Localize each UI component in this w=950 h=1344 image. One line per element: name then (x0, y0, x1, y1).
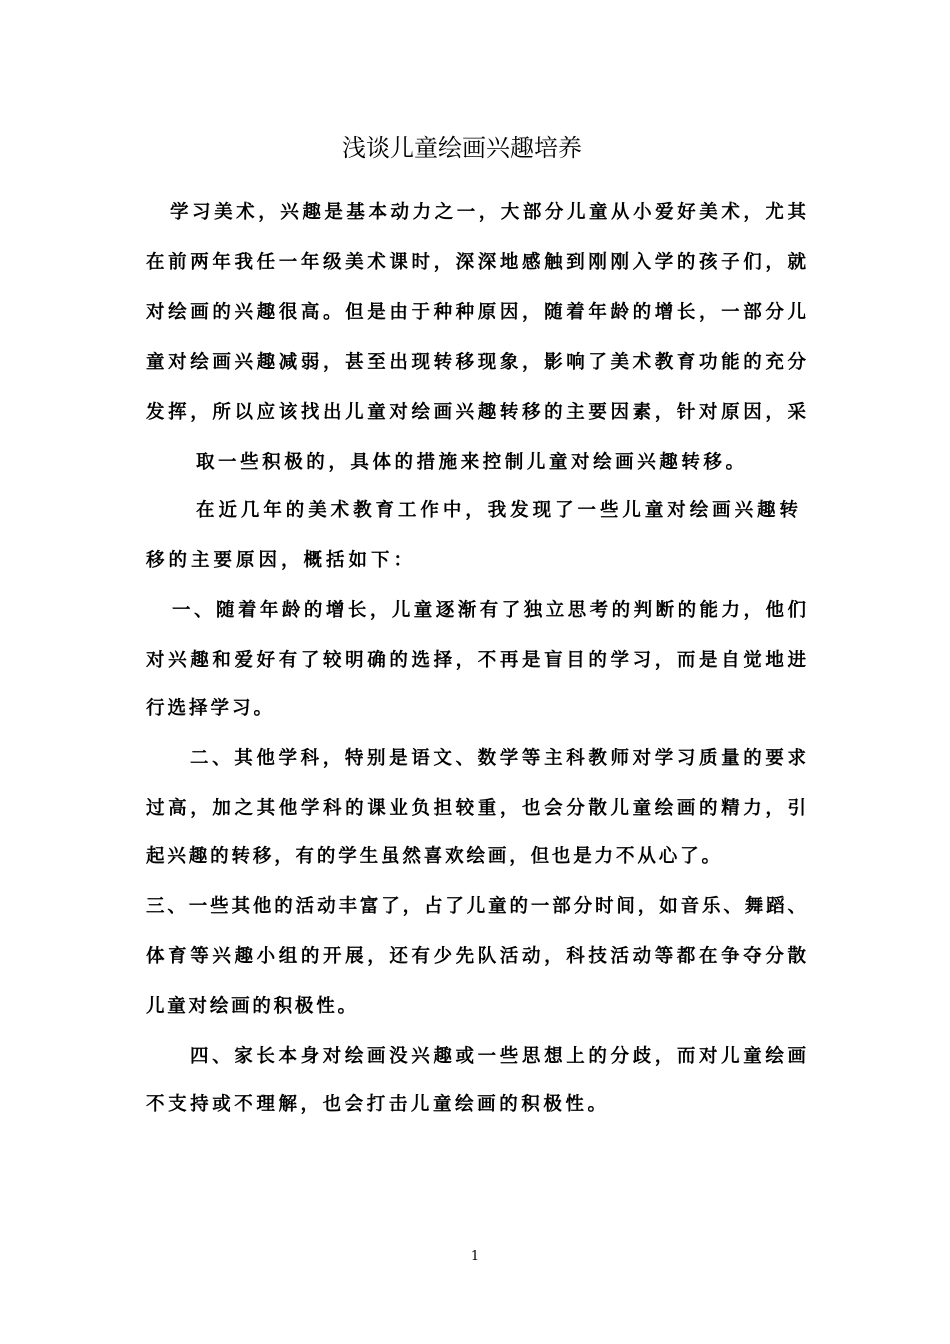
text-line: 发挥，所以应该找出儿童对绘画兴趣转移的主要因素，针对原因，采 (146, 402, 806, 423)
text-line: 一、随着年龄的增长，儿童逐渐有了独立思考的判断的能力，他们 (172, 600, 806, 621)
text-line: 过高，加之其他学科的课业负担较重，也会分散儿童绘画的精力，引 (146, 798, 806, 819)
text-line: 不支持或不理解，也会打击儿童绘画的积极性。 (146, 1094, 606, 1115)
page-number: 1 (470, 1249, 480, 1264)
text-line: 三、一些其他的活动丰富了，占了儿童的一部分时间，如音乐、舞蹈、 (146, 896, 806, 917)
text-line: 在近几年的美术教育工作中，我发现了一些儿童对绘画兴趣转 (196, 500, 798, 521)
text-line: 童对绘画兴趣减弱，甚至出现转移现象，影响了美术教育功能的充分 (146, 352, 806, 373)
text-line: 行选择学习。 (146, 698, 272, 719)
text-line: 移的主要原因，概括如下： (146, 550, 412, 571)
document-title: 浅谈儿童绘画兴趣培养 (342, 134, 582, 162)
text-line: 对兴趣和爱好有了较明确的选择，不再是盲目的学习，而是自觉地进 (146, 650, 806, 671)
text-line: 儿童对绘画的积极性。 (146, 996, 356, 1017)
text-line: 学习美术，兴趣是基本动力之一，大部分儿童从小爱好美术，尤其 (170, 202, 806, 223)
text-line: 取一些积极的，具体的措施来控制儿童对绘画兴趣转移。 (196, 452, 744, 473)
text-line: 起兴趣的转移，有的学生虽然喜欢绘画，但也是力不从心了。 (146, 846, 720, 867)
text-line: 四、家长本身对绘画没兴趣或一些思想上的分歧，而对儿童绘画 (190, 1046, 806, 1067)
text-line: 二、其他学科，特别是语文、数学等主科教师对学习质量的要求 (190, 748, 806, 769)
text-line: 在前两年我任一年级美术课时，深深地感触到刚刚入学的孩子们，就 (146, 252, 806, 273)
text-line: 对绘画的兴趣很高。但是由于种种原因，随着年龄的增长，一部分儿 (146, 302, 806, 323)
text-line: 体育等兴趣小组的开展，还有少先队活动，科技活动等都在争夺分散 (146, 946, 806, 967)
